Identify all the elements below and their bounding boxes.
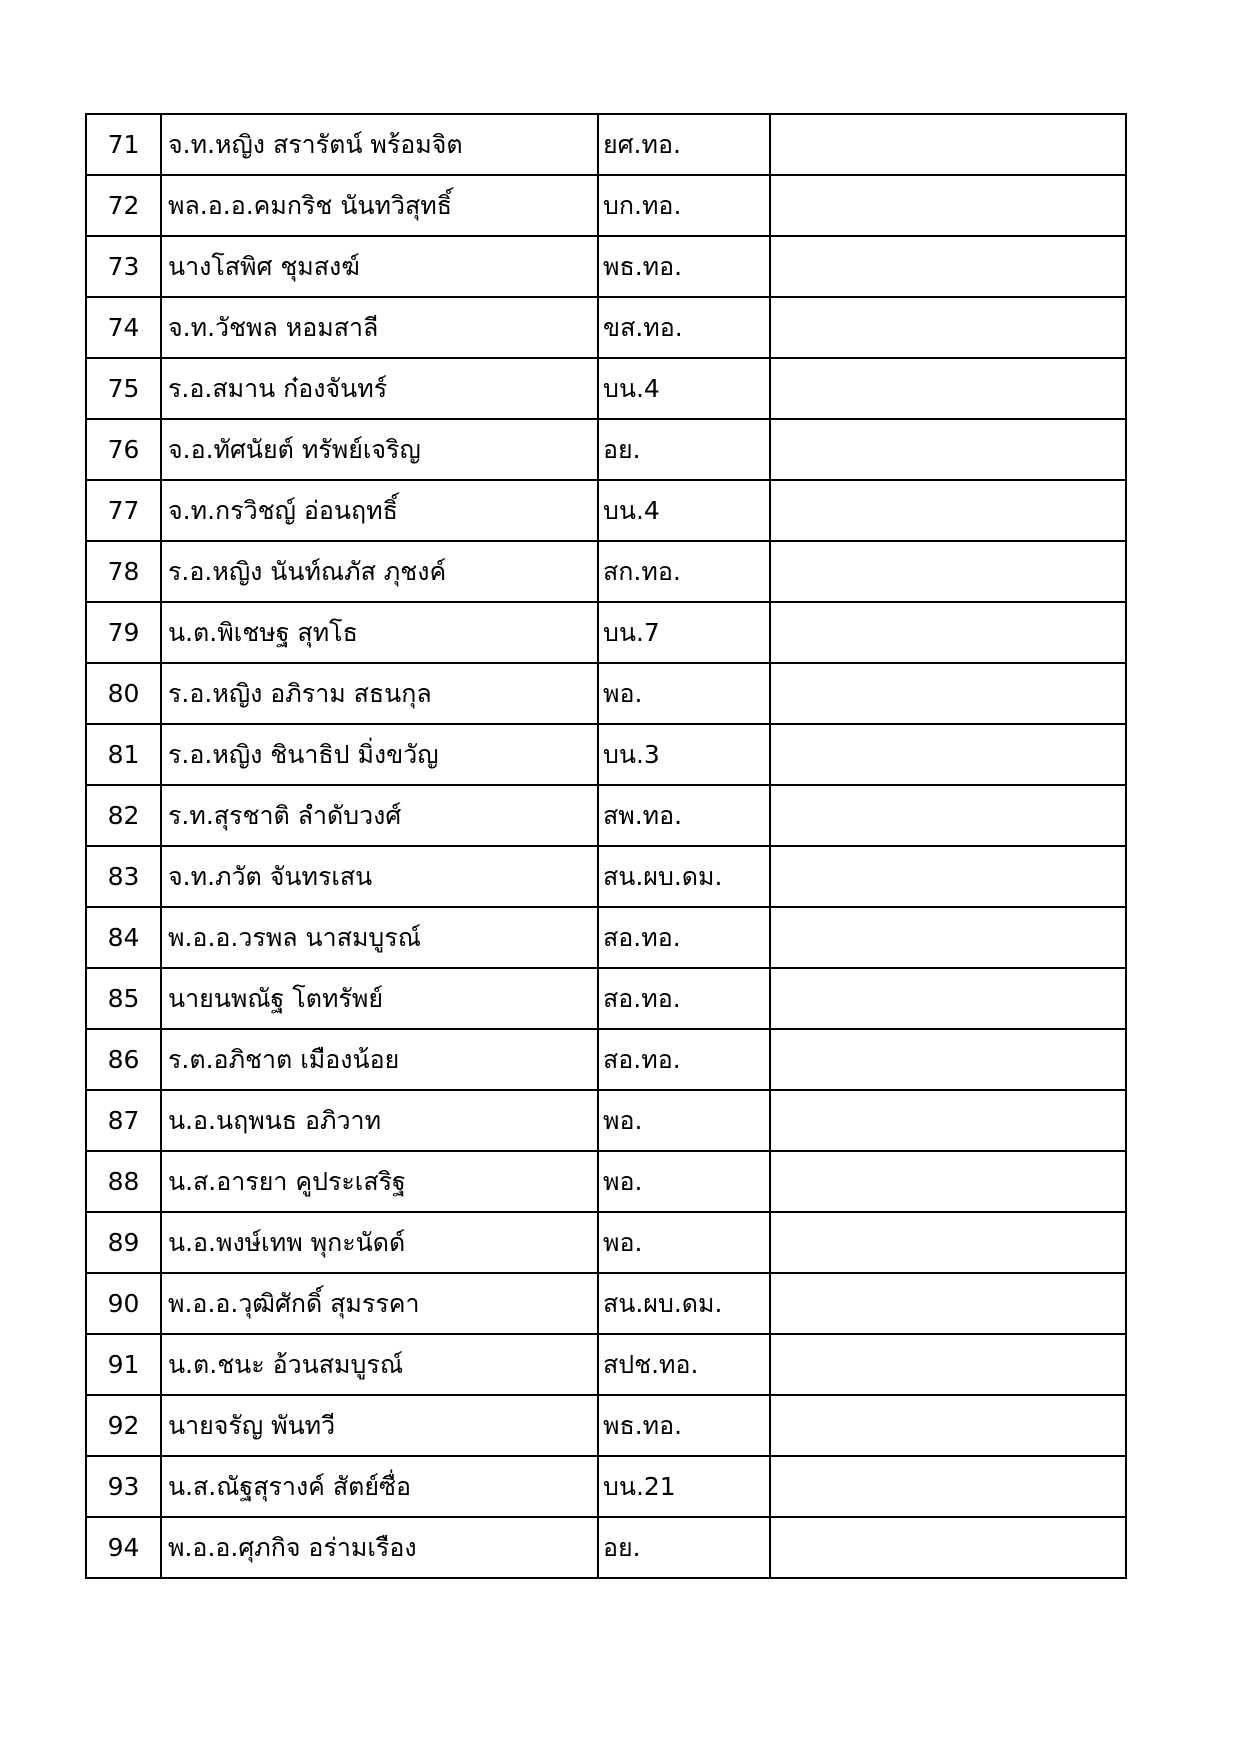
unit-code: สอ.ทอ. [598,968,770,1029]
note-cell [770,1334,1126,1395]
person-name: นายจรัญ พันทวี [161,1395,598,1456]
note-cell [770,968,1126,1029]
row-number: 94 [86,1517,161,1578]
table-row [86,1517,1126,1578]
unit-code: บน.3 [598,724,770,785]
row-number: 84 [86,907,161,968]
table-row [86,1029,1126,1090]
unit-code: สพ.ทอ. [598,785,770,846]
row-number: 78 [86,541,161,602]
row-number: 79 [86,602,161,663]
unit-code: บน.4 [598,358,770,419]
table-row [86,1334,1126,1395]
note-cell [770,1273,1126,1334]
note-cell [770,236,1126,297]
personnel-table [85,113,1127,1579]
row-number: 82 [86,785,161,846]
person-name: ร.อ.สมาน ก๋องจันทร์ [161,358,598,419]
person-name: ร.อ.หญิง ชินาธิป มิ่งขวัญ [161,724,598,785]
unit-code: อย. [598,419,770,480]
table-row [86,114,1126,175]
unit-code: บน.7 [598,602,770,663]
table-body [86,114,1126,1578]
table-row [86,724,1126,785]
unit-code: สก.ทอ. [598,541,770,602]
person-name: น.อ.พงษ์เทพ พุกะนัดด์ [161,1212,598,1273]
row-number: 85 [86,968,161,1029]
note-cell [770,663,1126,724]
person-name: น.ต.พิเชษฐ สุทโธ [161,602,598,663]
table-row [86,236,1126,297]
row-number: 71 [86,114,161,175]
unit-code: พอ. [598,1212,770,1273]
person-name: ร.อ.หญิง นันท์ณภัส ภุชงค์ [161,541,598,602]
note-cell [770,1090,1126,1151]
table-row [86,663,1126,724]
note-cell [770,297,1126,358]
note-cell [770,785,1126,846]
row-number: 83 [86,846,161,907]
unit-code: บน.4 [598,480,770,541]
unit-code: พธ.ทอ. [598,1395,770,1456]
row-number: 92 [86,1395,161,1456]
note-cell [770,419,1126,480]
note-cell [770,358,1126,419]
row-number: 77 [86,480,161,541]
row-number: 74 [86,297,161,358]
unit-code: สปช.ทอ. [598,1334,770,1395]
row-number: 73 [86,236,161,297]
unit-code: ยศ.ทอ. [598,114,770,175]
table-row [86,602,1126,663]
unit-code: สอ.ทอ. [598,907,770,968]
person-name: น.อ.นฤพนธ อภิวาท [161,1090,598,1151]
unit-code: พอ. [598,1090,770,1151]
person-name: น.ต.ชนะ อ้วนสมบูรณ์ [161,1334,598,1395]
note-cell [770,1456,1126,1517]
table-row [86,1273,1126,1334]
row-number: 75 [86,358,161,419]
table-row [86,1395,1126,1456]
person-name: นางโสพิศ ชุมสงฆ์ [161,236,598,297]
person-name: ร.อ.หญิง อภิราม สธนกุล [161,663,598,724]
person-name: พล.อ.อ.คมกริช นันทวิสุทธิ์ [161,175,598,236]
person-name: น.ส.อารยา คูประเสริฐ [161,1151,598,1212]
person-name: น.ส.ณัฐสุรางค์ สัตย์ซื่อ [161,1456,598,1517]
note-cell [770,724,1126,785]
person-name: ร.ท.สุรชาติ ลำดับวงศ์ [161,785,598,846]
row-number: 90 [86,1273,161,1334]
person-name: นายนพณัฐ โตทรัพย์ [161,968,598,1029]
table-row [86,907,1126,968]
person-name: จ.ท.กรวิชญ์ อ่อนฤทธิ์ [161,480,598,541]
table-row [86,785,1126,846]
table-row [86,358,1126,419]
note-cell [770,1029,1126,1090]
person-name: จ.ท.วัชพล หอมสาลี [161,297,598,358]
person-name: ร.ต.อภิชาต เมืองน้อย [161,1029,598,1090]
table-row [86,846,1126,907]
row-number: 72 [86,175,161,236]
row-number: 86 [86,1029,161,1090]
unit-code: สน.ผบ.ดม. [598,846,770,907]
table-row [86,968,1126,1029]
table-row [86,1151,1126,1212]
note-cell [770,1517,1126,1578]
note-cell [770,602,1126,663]
row-number: 76 [86,419,161,480]
row-number: 80 [86,663,161,724]
unit-code: อย. [598,1517,770,1578]
note-cell [770,1212,1126,1273]
note-cell [770,1151,1126,1212]
person-name: จ.อ.ทัศนัยต์ ทรัพย์เจริญ [161,419,598,480]
row-number: 87 [86,1090,161,1151]
person-name: พ.อ.อ.วรพล นาสมบูรณ์ [161,907,598,968]
table-row [86,419,1126,480]
table-row [86,175,1126,236]
row-number: 91 [86,1334,161,1395]
note-cell [770,114,1126,175]
note-cell [770,175,1126,236]
row-number: 93 [86,1456,161,1517]
person-name: พ.อ.อ.ศุภกิจ อร่ามเรือง [161,1517,598,1578]
unit-code: พอ. [598,663,770,724]
row-number: 81 [86,724,161,785]
person-name: พ.อ.อ.วุฒิศักดิ์ สุมรรคา [161,1273,598,1334]
unit-code: สน.ผบ.ดม. [598,1273,770,1334]
unit-code: พอ. [598,1151,770,1212]
unit-code: พธ.ทอ. [598,236,770,297]
table-row [86,1456,1126,1517]
unit-code: บน.21 [598,1456,770,1517]
note-cell [770,907,1126,968]
row-number: 89 [86,1212,161,1273]
person-name: จ.ท.หญิง สรารัตน์ พร้อมจิต [161,114,598,175]
table-row [86,1090,1126,1151]
unit-code: สอ.ทอ. [598,1029,770,1090]
row-number: 88 [86,1151,161,1212]
note-cell [770,541,1126,602]
table-row [86,1212,1126,1273]
note-cell [770,480,1126,541]
unit-code: บก.ทอ. [598,175,770,236]
unit-code: ขส.ทอ. [598,297,770,358]
note-cell [770,846,1126,907]
table-row [86,297,1126,358]
table-row [86,480,1126,541]
note-cell [770,1395,1126,1456]
table-row [86,541,1126,602]
person-name: จ.ท.ภวัต จันทรเสน [161,846,598,907]
